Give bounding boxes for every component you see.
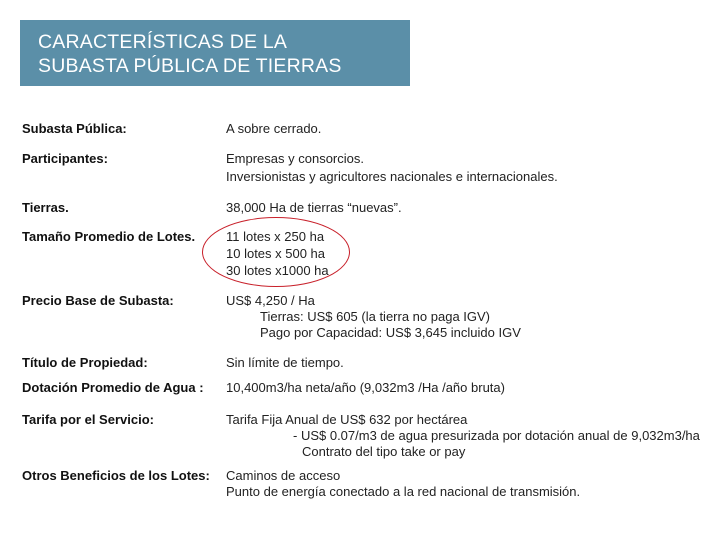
value-subasta: A sobre cerrado.	[226, 121, 322, 136]
label-dotacion: Dotación Promedio de Agua :	[22, 380, 204, 395]
title-line-1: CARACTERÍSTICAS DE LA	[38, 31, 288, 53]
label-tierras: Tierras.	[22, 200, 69, 215]
value-precio-3: Pago por Capacidad: US$ 3,645 incluido IGV	[260, 325, 521, 340]
value-dotacion: 10,400m3/ha neta/año (9,032m3 /Ha /año bruta)	[226, 380, 505, 395]
label-otros: Otros Beneficios de los Lotes:	[22, 468, 210, 483]
value-precio-2: Tierras: US$ 605 (la tierra no paga IGV)	[260, 309, 491, 324]
value-tierras: 38,000 Ha de tierras “nuevas”.	[226, 200, 402, 215]
value-tarifa-1: Tarifa Fija Anual de US$ 632 por hectárea	[226, 412, 468, 427]
label-tarifa: Tarifa por el Servicio:	[22, 412, 154, 427]
label-tamano: Tamaño Promedio de Lotes.	[22, 229, 196, 244]
label-participantes: Participantes:	[22, 151, 108, 166]
value-tarifa-3: Contrato del tipo take or pay	[302, 444, 466, 459]
label-subasta: Subasta Pública:	[22, 121, 127, 136]
value-titulo: Sin límite de tiempo.	[226, 355, 344, 370]
title-line-2: SUBASTA PÚBLICA DE TIERRAS	[38, 55, 342, 77]
value-participantes-1: Empresas y consorcios.	[226, 151, 364, 166]
title-banner	[20, 20, 410, 86]
value-otros-1: Caminos de acceso	[226, 468, 341, 483]
value-participantes-2: Inversionistas y agricultores nacionales e internacionales.	[226, 169, 558, 184]
label-titulo: Título de Propiedad:	[22, 355, 148, 370]
value-tamano-1: 11 lotes x 250 ha	[226, 229, 325, 244]
value-tamano-2: 10 lotes x 500 ha	[226, 246, 326, 261]
value-precio-1: US$ 4,250 / Ha	[226, 293, 315, 308]
highlight-circle	[202, 217, 350, 287]
value-tarifa-2: - US$ 0.07/m3 de agua presurizada por dotación anual de 9,032m3/ha	[293, 428, 700, 443]
value-tamano-3: 30 lotes x1000 ha	[226, 263, 329, 278]
label-precio: Precio Base de Subasta:	[22, 293, 174, 308]
value-otros-2: Punto de energía conectado a la red nacional de transmisión.	[226, 484, 581, 499]
